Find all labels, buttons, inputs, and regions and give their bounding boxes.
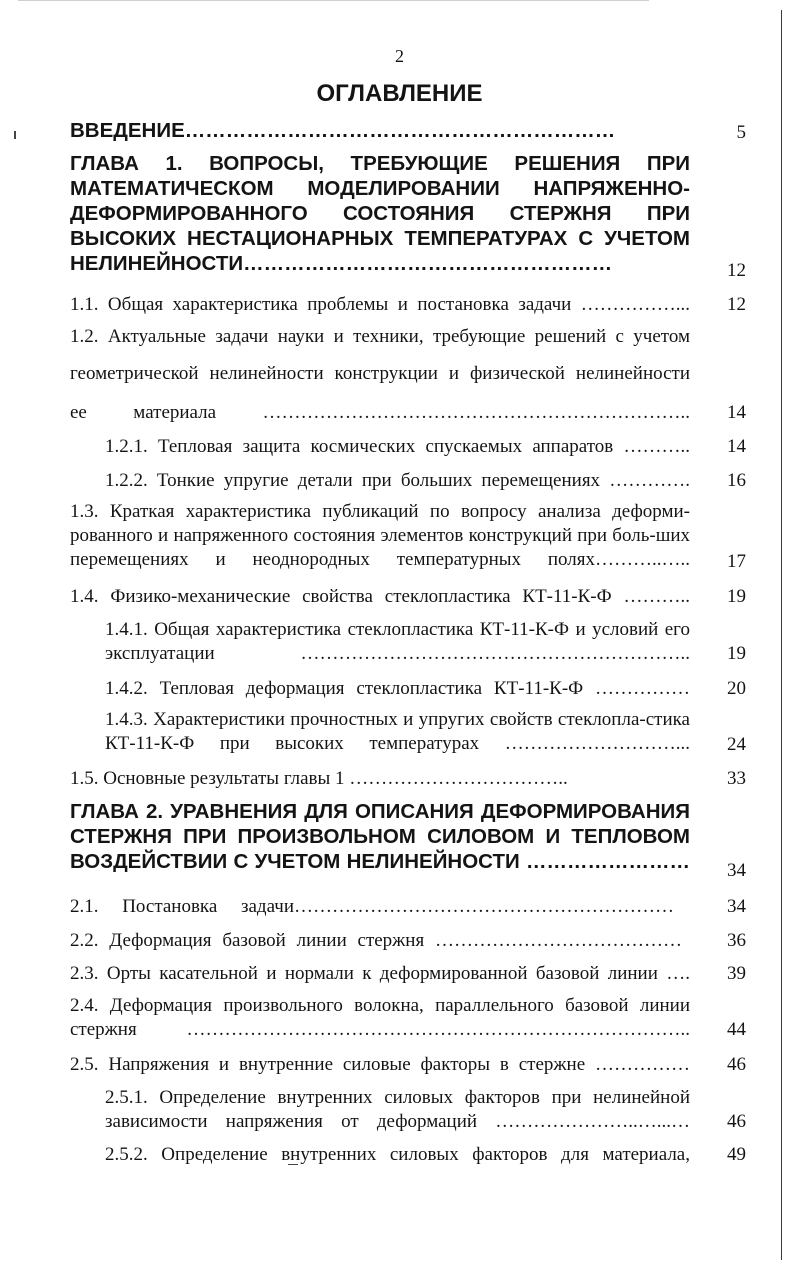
toc-entry-page: 17 (727, 551, 746, 572)
toc-entry-1-2-1[interactable] (105, 434, 786, 460)
toc-entry-1-3[interactable] (70, 500, 786, 572)
toc-entry-page: 34 (727, 860, 746, 881)
toc-entry-chapter-1[interactable] (70, 151, 786, 281)
page-title: ОГЛАВЛЕНИЕ (316, 80, 483, 107)
toc-entry-1-1[interactable] (70, 292, 786, 318)
toc-entry-page: 46 (727, 1111, 746, 1132)
toc-entry-text: ГЛАВА 1. ВОПРОСЫ, ТРЕБУЮЩИЕ РЕШЕНИЯ ПРИ МАТЕМАТИЧЕСКОМ МОДЕЛИРОВАНИИ НАПРЯЖЕННО-ДЕФОРМИРОВАННОГО СОСТОЯНИЯ СТЕРЖНЯ ПРИ ВЫСОКИХ НЕСТАЦИОНАРНЫХ ТЕМПЕРАТУРАХ С УЧЕТОМ НЕЛИНЕЙНОСТИ……………………………………………… (70, 152, 690, 275)
toc-entry-text: 1.4.3. Характеристики прочностных и упругих свойств стеклопла-стика КТ-11-К-Ф при высоких температурах ………………………... (105, 709, 690, 754)
toc-entry-2-3[interactable] (70, 961, 786, 987)
toc-entry-introduction[interactable] (70, 118, 786, 143)
toc-entry-text: 2.5.2. Определение внутренних силовых факторов для материала, (105, 1144, 690, 1165)
toc-entry-text: 2.1. Постановка задачи…………………………………………………… (70, 896, 674, 917)
toc-entry-text: 2.3. Орты касательной и нормали к деформированной базовой линии …. (70, 963, 690, 984)
toc-entry-1-2-line-2[interactable] (70, 361, 786, 387)
toc-entry-1-5[interactable] (70, 766, 786, 792)
toc-entry-chapter-2[interactable] (70, 799, 786, 881)
toc-entry-page: 16 (727, 470, 746, 491)
toc-entry-page: 20 (727, 678, 746, 699)
toc-entry-text: ГЛАВА 2. УРАВНЕНИЯ ДЛЯ ОПИСАНИЯ ДЕФОРМИРОВАНИЯ СТЕРЖНЯ ПРИ ПРОИЗВОЛЬНОМ СИЛОВОМ И ТЕПЛОВОМ ВОЗДЕЙСТВИИ С УЧЕТОМ НЕЛИНЕЙНОСТИ …………………… (70, 800, 690, 873)
toc-entry-page: 33 (727, 768, 746, 789)
toc-entry-text: 2.4. Деформация произвольного волокна, параллельного базовой линии стержня …………………………………………………………………….. (70, 995, 690, 1040)
toc-entry-page: 49 (727, 1144, 746, 1165)
toc-entry-text: 2.2. Деформация базовой линии стержня ………………………………… (70, 930, 682, 951)
toc-entry-page: 14 (727, 436, 746, 457)
toc-entry-text: 1.4.2. Тепловая деформация стеклопластика КТ-11-К-Ф …………… (105, 678, 690, 699)
toc-entry-text: 1.3. Краткая характеристика публикаций по вопросу анализа деформи-рованного и напряженного состояния элементов конструкций при боль-ших перемещениях и неоднородных температурных полях………..….. (70, 501, 690, 570)
toc-entry-page: 44 (727, 1019, 746, 1040)
toc-entry-text: 1.4. Физико-механические свойства стеклопластика КТ-11-К-Ф ……….. (70, 586, 690, 607)
scan-edge-top (18, 0, 649, 4)
toc-entry-text: 1.1. Общая характеристика проблемы и постановка задачи ……………... (70, 294, 690, 315)
toc-entry-page: 12 (727, 294, 746, 315)
toc-entry-text: ее материала ………………………………………………………….. (70, 402, 690, 423)
toc-entry-text: ВВЕДЕНИЕ……………………………………………………… (70, 119, 616, 142)
toc-entry-1-4-3[interactable] (105, 708, 786, 756)
toc-entry-1-2-2[interactable] (105, 468, 786, 494)
toc-entry-page: 24 (727, 734, 746, 755)
toc-entry-page: 36 (727, 930, 746, 951)
toc-entry-2-4[interactable] (70, 994, 786, 1042)
toc-entry-text: 1.2. Актуальные задачи науки и техники, требующие решений с учетом (70, 326, 690, 347)
toc-entry-text: 1.4.1. Общая характеристика стеклопластика КТ-11-К-Ф и условий его эксплуатации …………………………………………………….. (105, 619, 690, 664)
toc-entry-text: 2.5. Напряжения и внутренние силовые факторы в стержне …………… (70, 1054, 690, 1075)
page-number: 2 (395, 46, 404, 66)
toc-entry-text: 1.5. Основные результаты главы 1 …………………………….. (70, 768, 568, 789)
toc-entry-page: 19 (727, 643, 746, 664)
toc-entry-1-4[interactable] (70, 584, 786, 610)
toc-entry-1-2-line-3[interactable] (70, 400, 786, 426)
toc-entry-page: 34 (727, 896, 746, 917)
toc-entry-1-2-line-1[interactable] (70, 324, 786, 350)
toc-entry-text: 1.2.1. Тепловая защита космических спускаемых аппаратов ……….. (105, 436, 690, 457)
toc-entry-page: 14 (727, 402, 746, 423)
toc-entry-2-5[interactable] (70, 1052, 786, 1078)
toc-entry-1-4-2[interactable] (105, 676, 786, 702)
toc-entry-2-5-2[interactable] (105, 1142, 786, 1168)
toc-entry-2-2[interactable] (70, 928, 786, 954)
toc-entry-2-5-1[interactable] (105, 1086, 786, 1134)
toc-entry-page: 46 (727, 1054, 746, 1075)
toc-entry-page: 12 (727, 260, 746, 281)
toc-entry-text: геометрической нелинейности конструкции и физической нелинейности (70, 363, 690, 384)
toc-entry-1-4-1[interactable] (105, 618, 786, 666)
toc-entry-2-1[interactable] (70, 894, 786, 920)
scan-mark (14, 131, 16, 139)
toc-entry-text: 1.2.2. Тонкие упругие детали при больших перемещениях …………. (105, 470, 690, 491)
toc-entry-page: 5 (736, 122, 746, 143)
toc-entry-text: 2.5.1. Определение внутренних силовых факторов при нелинейной зависимости напряжения от деформаций …………………..…...… (105, 1087, 690, 1132)
toc-entry-page: 39 (727, 963, 746, 984)
toc-entry-page: 19 (727, 586, 746, 607)
